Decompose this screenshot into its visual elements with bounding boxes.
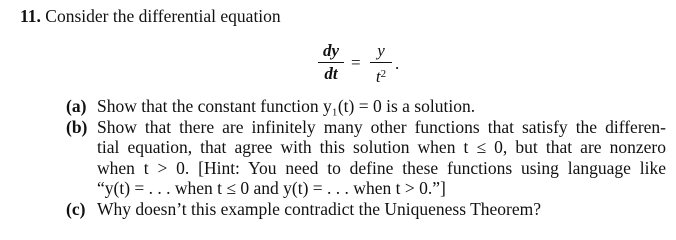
- problem-parts: [66, 96, 666, 219]
- part-a-text: [97, 96, 666, 117]
- rhs-fraction: [370, 42, 392, 86]
- equation-period: .: [395, 54, 400, 73]
- part-b-line-2: tial equation, that agree with this solution when t ≤ 0, but that are nonzero: [97, 137, 666, 157]
- rhs-numerator: y: [377, 41, 385, 60]
- part-b: [66, 117, 666, 199]
- part-c-text: [97, 199, 666, 220]
- lhs-fraction: [318, 42, 344, 83]
- part-a-line-1: Show that the constant function y₁(t) = 0 is a solution.: [97, 96, 476, 116]
- equals-sign: =: [351, 53, 361, 72]
- part-a-label: (a): [66, 96, 87, 116]
- rhs-denominator: [370, 65, 392, 86]
- problem-number: 11.: [20, 6, 41, 26]
- part-b-line-1: Show that there are infinitely many other functions that satisfy the differen-: [97, 116, 666, 137]
- problem-intro: Consider the differential equation: [45, 6, 281, 26]
- fraction-bar: [318, 62, 344, 63]
- fraction-bar: [370, 62, 392, 63]
- differential-equation: [318, 42, 428, 88]
- part-b-line-3: when t > 0. [Hint: You need to define these functions using language like: [97, 157, 666, 178]
- part-c: [66, 199, 666, 220]
- part-a: [66, 96, 666, 117]
- rhs-denominator-exponent: 2: [380, 68, 387, 80]
- part-b-label: (b): [66, 116, 88, 137]
- lhs-numerator: dy: [322, 41, 340, 60]
- part-c-line-1: Why doesn’t this example contradict the Uniqueness Theorem?: [97, 198, 542, 219]
- part-b-text: [97, 117, 666, 199]
- problem-header: [20, 6, 281, 27]
- part-c-label: (c): [66, 198, 86, 219]
- part-b-line-4: “y(t) = . . . when t ≤ 0 and y(t) = . . . when t > 0.”]: [97, 178, 446, 198]
- rhs-denominator-base: t: [375, 67, 381, 86]
- lhs-denominator: dt: [324, 64, 338, 83]
